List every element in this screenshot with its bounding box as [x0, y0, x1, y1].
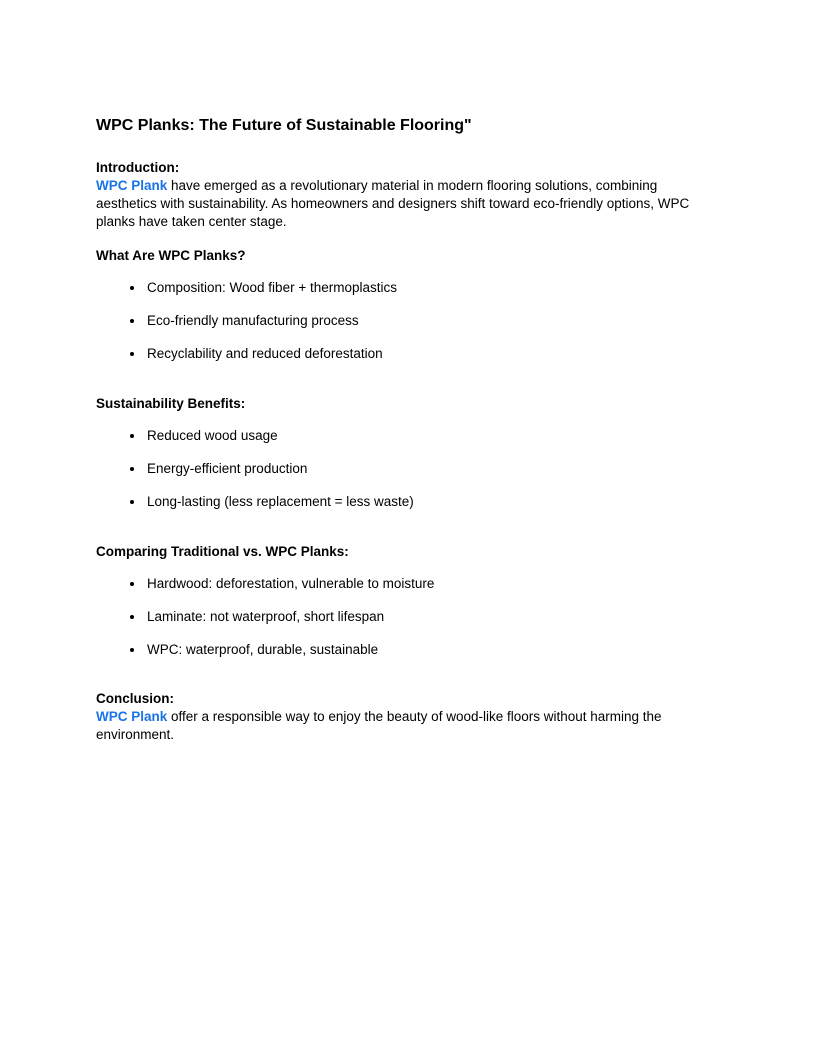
section-heading-what-are: What Are WPC Planks? — [96, 248, 246, 263]
section-heading-sustainability: Sustainability Benefits: — [96, 396, 246, 411]
section-heading-comparison: Comparing Traditional vs. WPC Planks: — [96, 544, 349, 559]
conclusion-heading: Conclusion: — [96, 691, 174, 706]
what-are-list — [96, 279, 720, 363]
list-item: • WPC: waterproof, durable, sustainable — [145, 641, 720, 659]
conclusion-body-text: offer a responsible way to enjoy the beauty of wood-like floors without harming the environment. — [96, 709, 662, 742]
list-item: • Composition: Wood fiber + thermoplastics — [145, 279, 720, 297]
list-item: • Long-lasting (less replacement = less waste) — [145, 493, 720, 511]
list-item: • Eco-friendly manufacturing process — [145, 312, 720, 330]
conclusion-paragraph — [96, 690, 720, 744]
intro-heading: Introduction: — [96, 160, 180, 175]
intro-paragraph — [96, 159, 720, 231]
list-item: • Reduced wood usage — [145, 427, 720, 445]
wpc-plank-link-conclusion[interactable]: WPC Plank — [96, 709, 168, 724]
document-title: WPC Planks: The Future of Sustainable Flooring" — [96, 117, 472, 134]
list-item: • Energy-efficient production — [145, 460, 720, 478]
comparison-list — [96, 575, 720, 659]
intro-body-text: have emerged as a revolutionary material in modern flooring solutions, combining aesthetics with sustainability. As homeowners and designers shift toward eco-friendly options, WPC planks have taken center stage. — [96, 178, 690, 229]
list-item: • Hardwood: deforestation, vulnerable to moisture — [145, 575, 720, 593]
list-item: • Laminate: not waterproof, short lifespan — [145, 608, 720, 626]
list-item: • Recyclability and reduced deforestation — [145, 345, 720, 363]
wpc-plank-link-intro[interactable]: WPC Plank — [96, 178, 168, 193]
sustainability-list — [96, 427, 720, 511]
